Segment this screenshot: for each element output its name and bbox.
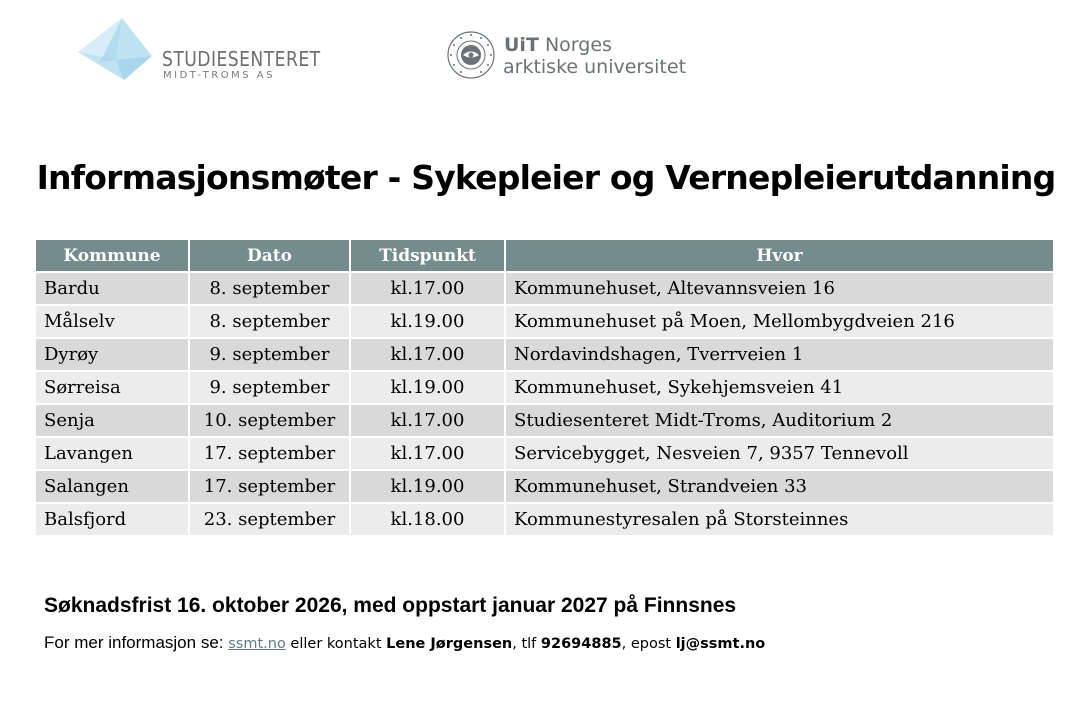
application-deadline: Søknadsfrist 16. oktober 2026, med oppstart januar 2027 på Finnsnes — [44, 594, 737, 617]
cell-hvor: Nordavindshagen, Tverrveien 1 — [505, 338, 1053, 371]
cell-tidspunkt: kl.17.00 — [350, 338, 505, 371]
uit-seal-icon — [446, 30, 496, 80]
cell-kommune: Sørreisa — [36, 371, 189, 404]
cell-hvor: Kommunehuset, Strandveien 33 — [505, 470, 1053, 503]
cell-dato: 10. september — [189, 404, 350, 437]
header-kommune: Kommune — [36, 240, 189, 272]
cell-kommune: Senja — [36, 404, 189, 437]
cell-kommune: Lavangen — [36, 437, 189, 470]
studiesenteret-name: STUDIESENTERET — [162, 47, 321, 71]
cell-dato: 8. september — [189, 305, 350, 338]
header-tidspunkt: Tidspunkt — [350, 240, 505, 272]
info-lead: For mer informasjon se: — [44, 633, 229, 652]
table-row — [36, 305, 1053, 338]
cell-dato: 17. september — [189, 437, 350, 470]
table-header-row — [36, 240, 1053, 272]
info-text-contact: eller kontakt — [285, 636, 387, 652]
cell-dato: 17. september — [189, 470, 350, 503]
cell-dato: 9. september — [189, 371, 350, 404]
cell-kommune: Målselv — [36, 305, 189, 338]
table-row — [36, 503, 1053, 535]
contact-phone: 92694885 — [540, 636, 622, 652]
cell-tidspunkt: kl.19.00 — [350, 470, 505, 503]
cell-hvor: Servicebygget, Nesveien 7, 9357 Tennevoll — [505, 437, 1053, 470]
cell-hvor: Studiesenteret Midt-Troms, Auditorium 2 — [505, 404, 1053, 437]
table-row — [36, 272, 1053, 305]
info-text-email: , epost — [621, 636, 676, 652]
cell-tidspunkt: kl.17.00 — [350, 437, 505, 470]
table-row — [36, 404, 1053, 437]
website-link[interactable]: ssmt.no — [228, 636, 286, 652]
cell-tidspunkt: kl.19.00 — [350, 305, 505, 338]
cell-hvor: Kommunehuset, Altevannsveien 16 — [505, 272, 1053, 305]
cell-kommune: Salangen — [36, 470, 189, 503]
table-row — [36, 338, 1053, 371]
cell-dato: 9. september — [189, 338, 350, 371]
uit-logo — [446, 30, 706, 86]
header-dato: Dato — [189, 240, 350, 272]
cell-tidspunkt: kl.19.00 — [350, 371, 505, 404]
header-hvor: Hvor — [505, 240, 1053, 272]
cell-tidspunkt: kl.17.00 — [350, 272, 505, 305]
cell-hvor: Kommunehuset, Sykehjemsveien 41 — [505, 371, 1053, 404]
studiesenteret-subtitle: MIDT-TROMS AS — [163, 70, 275, 81]
uit-name-rest: Norges — [538, 34, 612, 56]
contact-email[interactable]: lj@ssmt.no — [675, 636, 766, 652]
contact-name: Lene Jørgensen — [386, 636, 513, 652]
cell-kommune: Bardu — [36, 272, 189, 305]
cell-kommune: Dyrøy — [36, 338, 189, 371]
cell-tidspunkt: kl.17.00 — [350, 404, 505, 437]
uit-name — [504, 34, 612, 56]
cell-tidspunkt: kl.18.00 — [350, 503, 505, 535]
table-row — [36, 437, 1053, 470]
cell-kommune: Balsfjord — [36, 503, 189, 535]
info-text-phone: , tlf — [512, 636, 541, 652]
table-row — [36, 470, 1053, 503]
uit-name-bold: UiT — [504, 34, 539, 56]
uit-name-line2: arktiske universitet — [503, 56, 687, 78]
studiesenteret-logo-mark-icon — [76, 16, 156, 86]
studiesenteret-logo — [76, 16, 326, 86]
cell-dato: 8. september — [189, 272, 350, 305]
cell-hvor: Kommunehuset på Moen, Mellombygdveien 216 — [505, 305, 1053, 338]
contact-info — [44, 633, 765, 653]
table-row — [36, 371, 1053, 404]
cell-dato: 23. september — [189, 503, 350, 535]
schedule-table — [36, 240, 1053, 535]
cell-hvor: Kommunestyresalen på Storsteinnes — [505, 503, 1053, 535]
page-title: Informasjonsmøter - Sykepleier og Vernepleierutdanning — [36, 158, 1056, 197]
